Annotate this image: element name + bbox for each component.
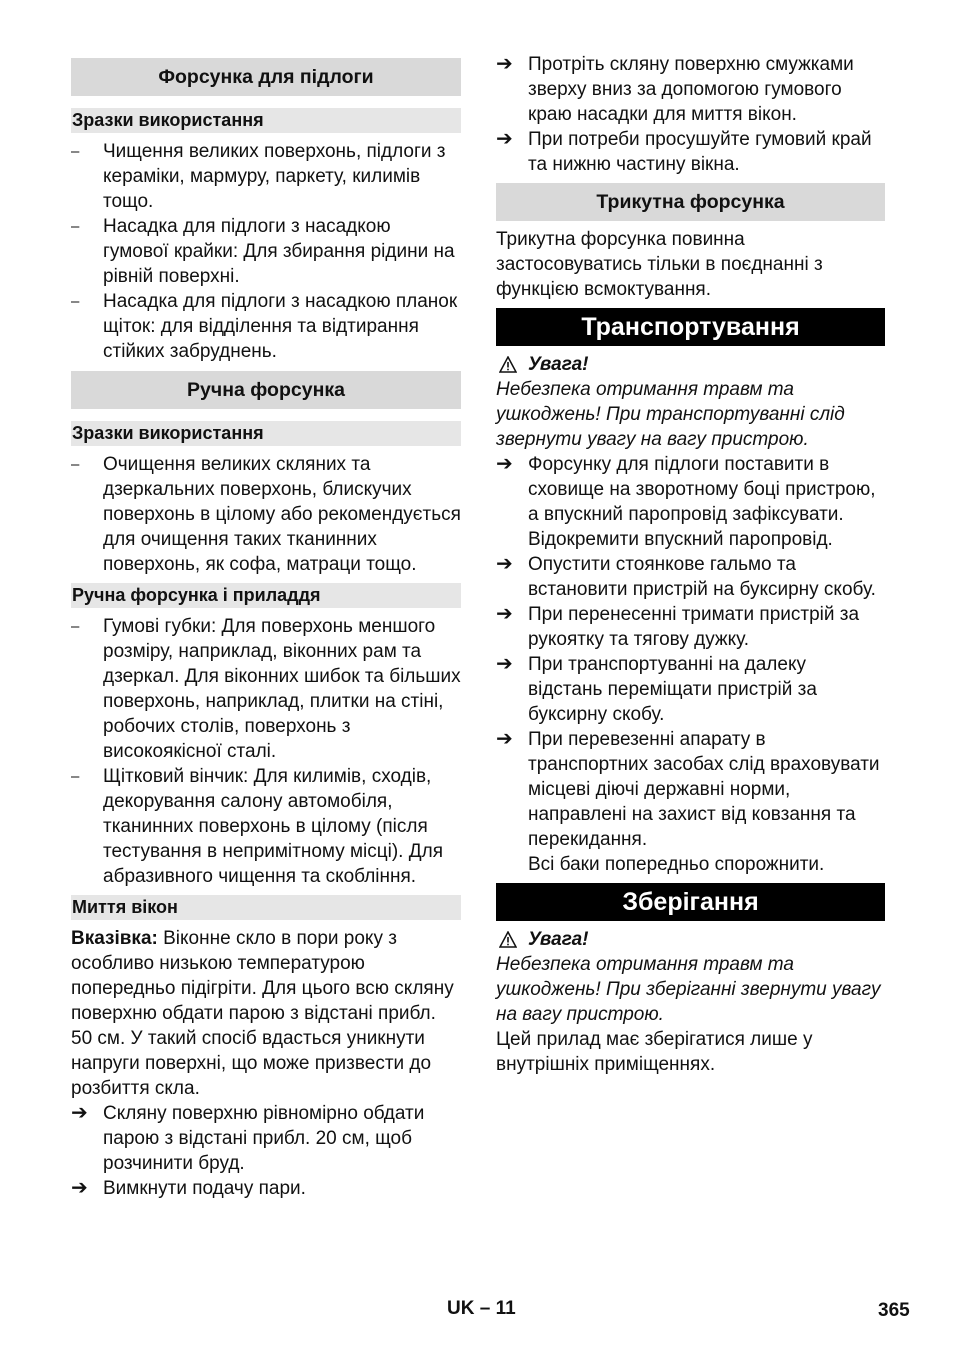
- step-text: Скляну поверхню рівномірно обдати парою з відстані прибл. 20 см, щоб розчинити бруд.: [103, 1103, 425, 1174]
- note-label: Вказівка:: [71, 928, 158, 949]
- step-item: [496, 652, 885, 727]
- list-item: [71, 614, 461, 764]
- step-text: Всі баки попередньо спорожнити.: [528, 854, 825, 875]
- list-item-text: Очищення великих скляних та дзеркальних поверхонь, блискучих поверхонь в цілому або рекомендується для очищення таких тканинних поверхонь, як софа, матраци тощо.: [103, 454, 461, 575]
- subheading-window-cleaning: Миття вікон: [71, 895, 461, 920]
- warning-title: Увага!: [528, 929, 589, 950]
- step-text: Протріть скляну поверхню смужками зверху вниз за допомогою гумового краю насадки для миття вікон.: [528, 54, 854, 125]
- warning-title-row: [496, 352, 885, 377]
- note-paragraph: [71, 926, 461, 1101]
- arrow-icon: ➔: [71, 1177, 88, 1199]
- step-item: [496, 52, 885, 127]
- list-item-text: Гумові губки: Для поверхонь меншого розміру, наприклад, віконних рам та дзеркал. Для віконних шибок та більших поверхонь, наприклад, плитки на стіні, робочих столів, поверхонь з високоякісної сталі.: [103, 616, 461, 762]
- list-item-text: Насадка для підлоги з насадкою гумової крайки: Для збирання рідини на рівній поверхні.: [103, 216, 455, 287]
- section-heading-triangle-nozzle: Трикутна форсунка: [496, 183, 885, 221]
- arrow-icon: ➔: [496, 728, 513, 750]
- step-text: Опустити стоянкове гальмо та встановити пристрій на буксирну скобу.: [528, 554, 876, 600]
- arrow-icon: ➔: [496, 603, 513, 625]
- list-item-text: Чищення великих поверхонь, підлоги з кераміки, мармуру, паркету, килимів тощо.: [103, 141, 446, 212]
- dash-marker: –: [71, 768, 80, 785]
- list-item: [71, 764, 461, 889]
- storage-text: Цей прилад має зберігатися лише у внутрішніх приміщеннях.: [496, 1029, 813, 1075]
- list-item-text: Насадка для підлоги з насадкою планок щіток: для відділення та відтирання стійких забруднень.: [103, 291, 458, 362]
- section-heading-floor-nozzle: Форсунка для підлоги: [71, 58, 461, 96]
- step-item: [496, 127, 885, 177]
- arrow-icon: ➔: [496, 128, 513, 150]
- step-text: При перевезенні апарату в транспортних засобах слід враховувати місцеві діючі державні норми, направлені на захист від ковзання та перекидання.: [528, 729, 880, 850]
- step-item: [71, 1101, 461, 1176]
- step-text: Форсунку для підлоги поставити в сховище на зворотному боці пристрою, а впускний паропровід зафіксувати. Відокремити впускний паропровід.: [528, 454, 876, 550]
- list-item: [71, 214, 461, 289]
- arrow-icon: ➔: [496, 53, 513, 75]
- list-item: [71, 452, 461, 577]
- step-text: При транспортуванні на далеку відстань переміщати пристрій за буксирну скобу.: [528, 654, 817, 725]
- subheading-usage-examples: Зразки використання: [71, 421, 461, 446]
- step-text: Вимкнути подачу пари.: [103, 1178, 306, 1199]
- list-item: [71, 289, 461, 364]
- chapter-heading-storage: Зберігання: [496, 883, 885, 921]
- step-text: При потреби просушуйте гумовий край та нижню частину вікна.: [528, 129, 872, 175]
- note-text: Віконне скло в пори року з особливо низькою температурою попередньо підігріти. Для цього всю скляну поверхню обдати парою з відстані прибл. 50 см. У такий спосіб вдасться уникнути напруги поверхні, що може призвести до розбиття скла.: [71, 928, 454, 1099]
- step-text: При перенесенні тримати пристрій за рукоятку та тягову дужку.: [528, 604, 860, 650]
- arrow-icon: ➔: [71, 1102, 88, 1124]
- dash-marker: –: [71, 143, 80, 160]
- dash-marker: –: [71, 618, 80, 635]
- footer-section-label: UK – 11: [447, 1298, 516, 1319]
- dash-marker: –: [71, 293, 80, 310]
- subheading-usage-examples: Зразки використання: [71, 108, 461, 133]
- warning-text: Небезпека отримання травм та ушкоджень! При зберіганні звернути увагу на вагу пристрою.: [496, 954, 881, 1025]
- warning-title: Увага!: [528, 354, 589, 375]
- page-number: 365: [878, 1300, 910, 1321]
- chapter-heading-transport: Транспортування: [496, 308, 885, 346]
- step-item: [496, 727, 885, 852]
- step-item: [496, 452, 885, 552]
- warning-text: Небезпека отримання травм та ушкоджень! При транспортуванні слід звернути увагу на вагу пристрою.: [496, 379, 845, 450]
- step-continuation: [496, 852, 885, 877]
- list-item: [71, 139, 461, 214]
- subheading-hand-nozzle-accessories: Ручна форсунка і приладдя: [71, 583, 461, 608]
- step-item: [71, 1176, 461, 1201]
- triangle-text: Трикутна форсунка повинна застосовуватись тільки в поєднанні з функцією всмоктування.: [496, 229, 823, 300]
- arrow-icon: ➔: [496, 653, 513, 675]
- warning-triangle-icon: [499, 356, 517, 373]
- step-item: [496, 552, 885, 602]
- warning-title-row: [496, 927, 885, 952]
- step-item: [496, 602, 885, 652]
- right-column: [496, 52, 885, 1077]
- dash-marker: –: [71, 456, 80, 473]
- list-item-text: Щітковий вінчик: Для килимів, сходів, декорування салону автомобіля, тканинних поверхонь в цілому (після тестування в непримітному місці). Для абразивного чищення та скоблiння.: [103, 766, 443, 887]
- dash-marker: –: [71, 218, 80, 235]
- left-column: [71, 58, 461, 1201]
- arrow-icon: ➔: [496, 553, 513, 575]
- arrow-icon: ➔: [496, 453, 513, 475]
- warning-triangle-icon: [499, 931, 517, 948]
- section-heading-hand-nozzle: Ручна форсунка: [71, 371, 461, 409]
